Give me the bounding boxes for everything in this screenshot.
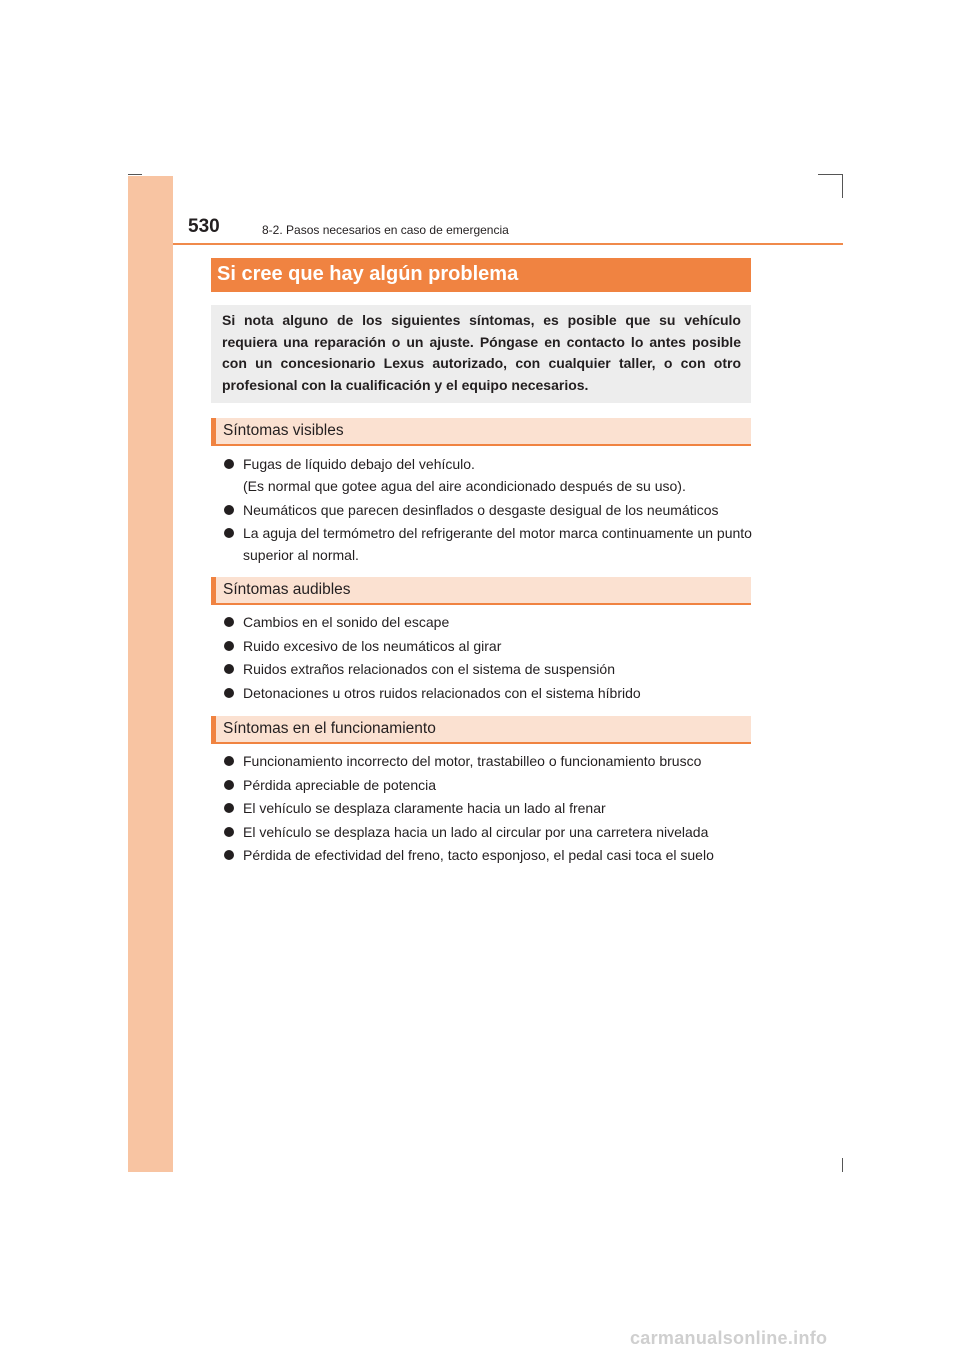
list-item — [224, 750, 754, 772]
crop-mark — [128, 174, 142, 175]
bullet-icon — [224, 780, 234, 790]
list-item-text: Fugas de líquido debajo del vehículo. — [243, 456, 475, 472]
bullet-icon — [224, 505, 234, 515]
subheading-audible: Síntomas audibles — [211, 577, 751, 605]
list-item — [224, 522, 754, 566]
list-item-text: La aguja del termómetro del refrigerante del motor marca continuamente un punto superior al normal. — [243, 525, 752, 563]
bullet-icon — [224, 850, 234, 860]
list-operation — [224, 750, 754, 868]
list-item — [224, 821, 754, 843]
list-item — [224, 635, 754, 657]
bullet-icon — [224, 756, 234, 766]
list-item — [224, 774, 754, 796]
running-header: 8-2. Pasos necesarios en caso de emergencia — [262, 223, 509, 237]
list-item — [224, 453, 754, 497]
list-visible — [224, 453, 754, 568]
list-item — [224, 611, 754, 633]
header-rule — [173, 243, 843, 245]
side-tab-strip — [128, 176, 173, 1172]
list-item-text: Neumáticos que parecen desinflados o desgaste desigual de los neumáticos — [243, 501, 719, 518]
bullet-icon — [224, 528, 234, 538]
section-title: Si cree que hay algún problema — [211, 258, 751, 292]
list-item — [224, 844, 754, 866]
list-item-text: Detonaciones u otros ruidos relacionados con el sistema híbrido — [243, 684, 641, 701]
list-item-note: (Es normal que gotee agua del aire acondicionado después de su uso). — [243, 478, 686, 494]
list-item-text: Funcionamiento incorrecto del motor, trastabilleo o funcionamiento brusco — [243, 753, 702, 769]
bullet-icon — [224, 827, 234, 837]
list-item-text: Cambios en el sonido del escape — [243, 614, 450, 630]
subheading-operation: Síntomas en el funcionamiento — [211, 716, 751, 744]
bullet-icon — [224, 803, 234, 813]
list-item-text: Pérdida apreciable de potencia — [243, 776, 437, 793]
bullet-icon — [224, 664, 234, 674]
list-item-text: Ruidos extraños relacionados con el sistema de suspensión — [243, 661, 615, 677]
watermark: carmanualsonline.info — [630, 1328, 828, 1348]
crop-mark — [818, 174, 842, 175]
list-item — [224, 658, 754, 680]
crop-mark — [842, 174, 843, 198]
list-item — [224, 499, 754, 521]
intro-box: Si nota alguno de los siguientes síntomas, es posible que su vehículo requiera una reparación o un ajuste. Póngase en contacto lo antes posible con un concesionario Lexus autorizado, con cualquier taller, o con otro profesional con la cualificación y el equipo necesarios. — [211, 305, 751, 403]
bullet-icon — [224, 641, 234, 651]
list-audible — [224, 611, 754, 705]
crop-mark — [842, 1158, 843, 1172]
list-item — [224, 682, 754, 704]
list-item-text: Pérdida de efectividad del freno, tacto esponjoso, el pedal casi toca el suelo — [243, 847, 714, 863]
list-item-text: Ruido excesivo de los neumáticos al girar — [243, 637, 502, 654]
list-item-text: El vehículo se desplaza hacia un lado al circular por una carretera nivelada — [243, 823, 709, 840]
subheading-visible: Síntomas visibles — [211, 418, 751, 446]
bullet-icon — [224, 688, 234, 698]
page-number: 530 — [188, 216, 220, 237]
bullet-icon — [224, 459, 234, 469]
list-item-text: El vehículo se desplaza claramente hacia un lado al frenar — [243, 800, 606, 816]
bullet-icon — [224, 617, 234, 627]
list-item — [224, 797, 754, 819]
